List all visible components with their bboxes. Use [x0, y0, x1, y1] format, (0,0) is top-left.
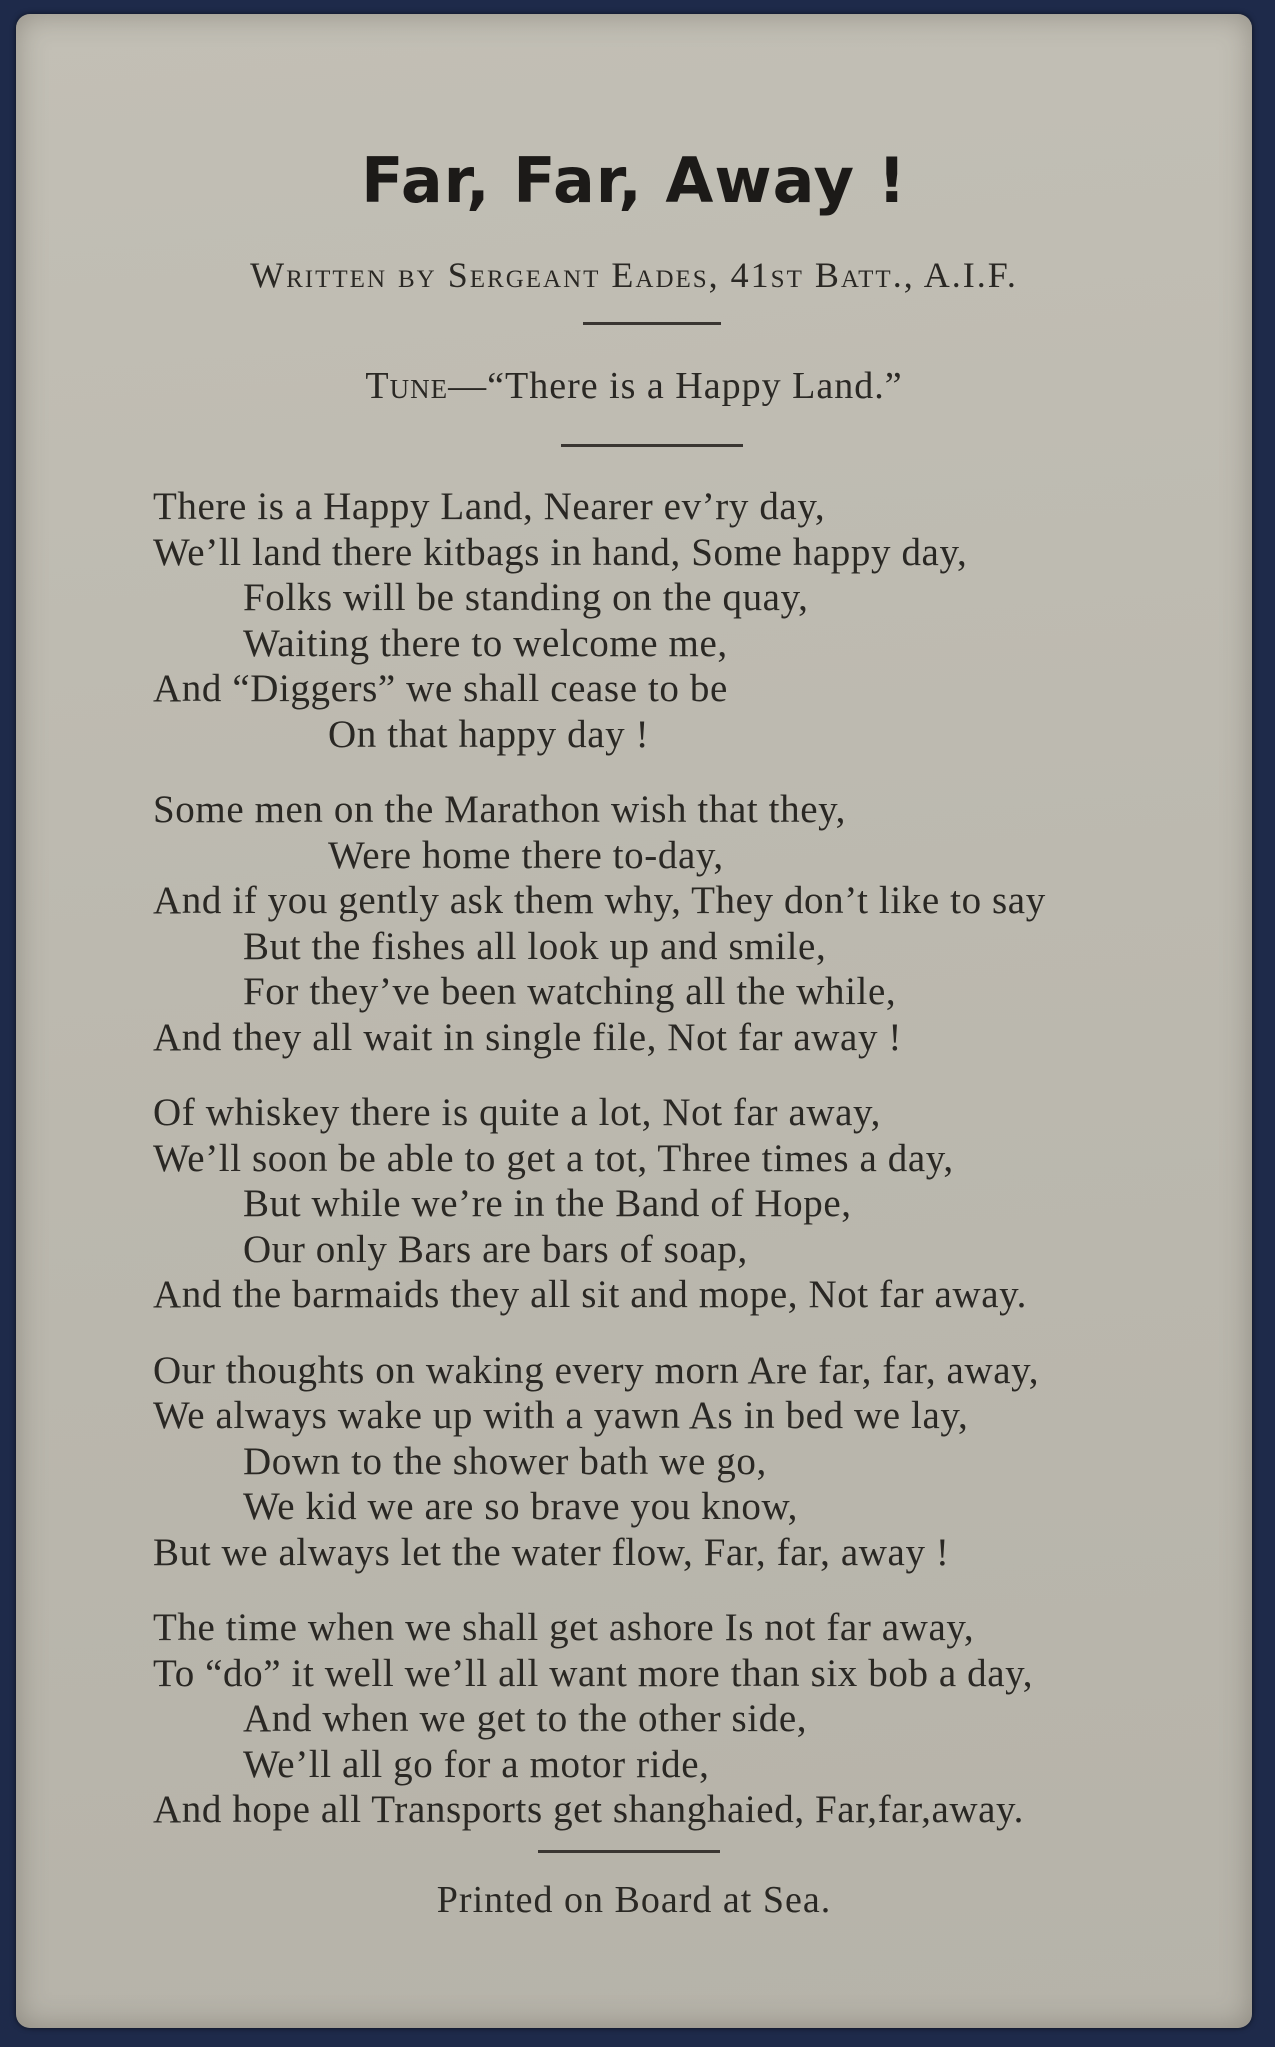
divider-rule — [538, 1850, 720, 1853]
verses — [153, 484, 1193, 1863]
song-card — [16, 14, 1252, 2028]
stanza-3 — [153, 1090, 1193, 1318]
verse-line: But while we’re in the Band of Hope, — [243, 1182, 852, 1225]
divider-rule — [561, 444, 743, 447]
verse-line: On that happy day ! — [328, 712, 650, 756]
verse-line: And they all wait in single file, Not far away ! — [153, 1015, 903, 1059]
verse-line: But the fishes all look up and smile, — [243, 924, 827, 968]
verse-line: Waiting there to welcome me, — [243, 621, 728, 665]
tune-label: Tune — [365, 365, 449, 407]
verse-line: Some men on the Marathon wish that they, — [153, 788, 847, 831]
verse-line: There is a Happy Land, Nearer ev’ry day, — [153, 485, 826, 528]
verse-line: We kid we are so brave you know, — [243, 1485, 799, 1528]
verse-line: Our only Bars are bars of soap, — [243, 1227, 748, 1271]
divider-rule — [583, 322, 721, 325]
verse-line: Folks will be standing on the quay, — [243, 576, 809, 619]
verse-line: And the barmaids they all sit and mope, Not far away. — [153, 1273, 1028, 1316]
verse-line: We’ll all go for a motor ride, — [243, 1742, 710, 1786]
verse-line: To “do” it well we’ll all want more than six bob a day, — [153, 1651, 1034, 1695]
author-byline: Written by Sergeant Eades, 41st Batt., A.I.F. — [250, 255, 1018, 295]
verse-line: But we always let the water flow, Far, far, away ! — [153, 1530, 950, 1574]
stanza-1 — [153, 484, 1193, 757]
verse-line: Were home there to-day, — [328, 833, 724, 877]
tune-name: —“There is a Happy Land.” — [448, 365, 903, 407]
verse-line: Down to the shower bath we go, — [243, 1439, 767, 1483]
verse-line: And when we get to the other side, — [243, 1697, 808, 1740]
verse-line: For they’ve been watching all the while, — [243, 970, 897, 1013]
tune-line — [16, 364, 1252, 408]
verse-line: Our thoughts on waking every morn Are far, far, away, — [153, 1348, 1040, 1392]
verse-line: Of whiskey there is quite a lot, Not far away, — [153, 1091, 881, 1134]
printed-note: Printed on Board at Sea. — [436, 1879, 832, 1921]
song-title: Far, Far, Away ! — [361, 144, 907, 217]
stanza-5 — [153, 1605, 1193, 1833]
verse-line: The time when we shall get ashore Is not far away, — [153, 1606, 975, 1649]
verse-line: We always wake up with a yawn As in bed we lay, — [153, 1394, 969, 1437]
verse-line: And hope all Transports get shanghaied, Far,far,away. — [153, 1788, 1024, 1831]
verse-line: And if you gently ask them why, They don’t like to say — [153, 879, 1046, 922]
verse-line: We’ll land there kitbags in hand, Some happy day, — [153, 530, 968, 574]
stanza-4 — [153, 1348, 1193, 1576]
verse-line: We’ll soon be able to get a tot, Three times a day, — [153, 1136, 954, 1180]
stanza-2 — [153, 787, 1193, 1060]
verse-line: And “Diggers” we shall cease to be — [153, 667, 728, 710]
